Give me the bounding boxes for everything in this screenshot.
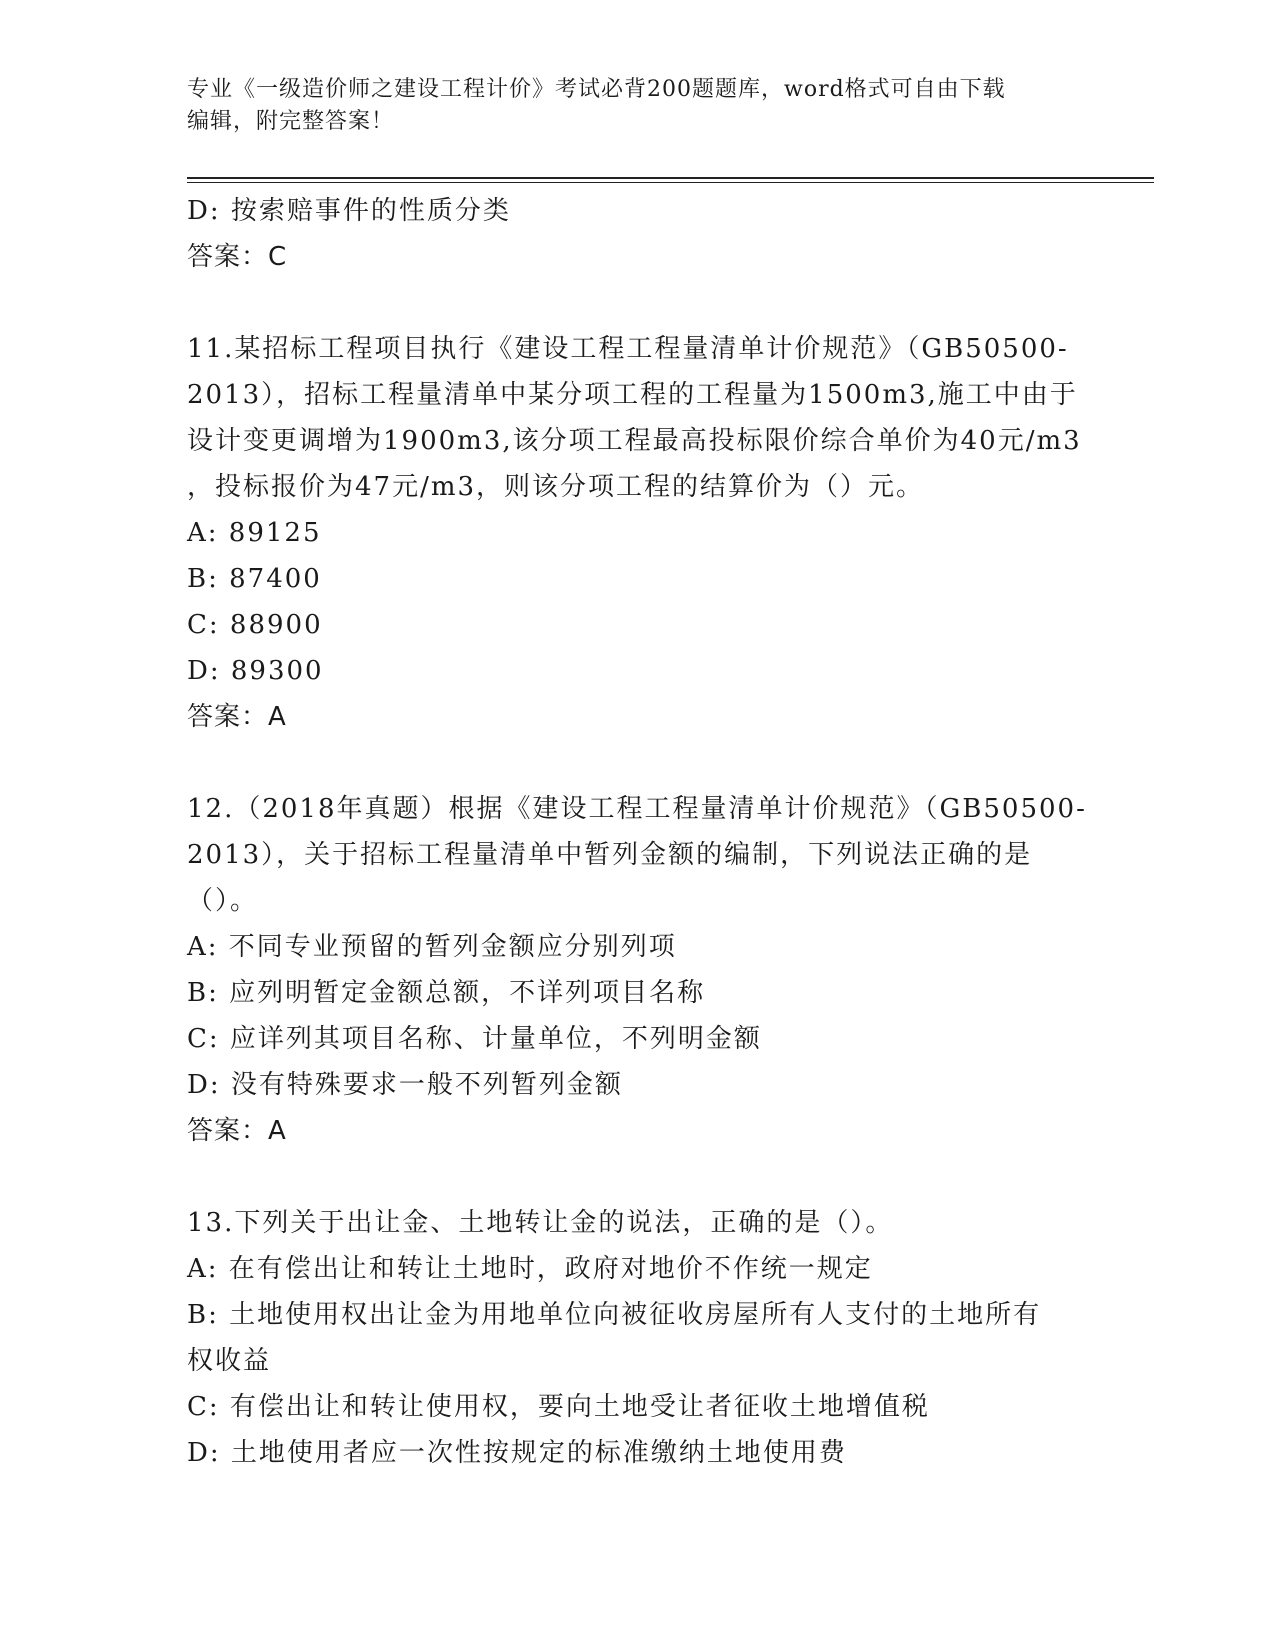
spacer [187, 280, 1087, 326]
question-13 [187, 1200, 1087, 1476]
question-11-stem-line-1: 11.某招标工程项目执行《建设工程工程量清单计价规范》（GB50500- [187, 334, 1069, 364]
question-12-stem-line-3: （）。 [187, 886, 259, 916]
question-12 [187, 786, 1087, 1154]
spacer [187, 740, 1087, 786]
question-13-option-a: A: 在有偿出让和转让土地时，政府对地价不作统一规定 [187, 1254, 873, 1284]
question-11-stem-line-2: 2013），招标工程量清单中某分项工程的工程量为1500m3,施工中由于 [187, 380, 1078, 410]
question-11-option-d: D: 89300 [187, 656, 324, 686]
question-13-option-d: D: 土地使用者应一次性按规定的标准缴纳土地使用费 [187, 1438, 847, 1468]
question-11-option-b: B: 87400 [187, 564, 322, 594]
spacer [187, 1154, 1087, 1200]
question-11-answer: 答案：A [187, 702, 287, 732]
question-12-stem-line-1: 12.（2018年真题）根据《建设工程工程量清单计价规范》（GB50500- [187, 794, 1087, 824]
header-divider-thick [187, 177, 1154, 179]
header-line-2: 编辑，附完整答案！ [187, 109, 395, 134]
document-header [187, 74, 1087, 138]
question-12-option-c: C: 应详列其项目名称、计量单位，不列明金额 [187, 1024, 762, 1054]
question-11-option-a: A: 89125 [187, 518, 322, 548]
question-11-option-c: C: 88900 [187, 610, 323, 640]
question-12-answer: 答案：A [187, 1116, 287, 1146]
question-11-stem-line-4: ，投标报价为47元/m3，则该分项工程的结算价为（）元。 [187, 472, 925, 502]
question-12-option-a: A: 不同专业预留的暂列金额应分别列项 [187, 932, 677, 962]
header-divider-thin [187, 182, 1154, 183]
question-12-stem-line-2: 2013），关于招标工程量清单中暂列金额的编制，下列说法正确的是 [187, 840, 1033, 870]
question-11-stem-line-3: 设计变更调增为1900m3,该分项工程最高投标限价综合单价为40元/m3 [187, 426, 1082, 456]
prev-option-d: D: 按索赔事件的性质分类 [187, 196, 511, 226]
question-13-option-b-line-2: 权收益 [187, 1346, 272, 1376]
question-11 [187, 326, 1087, 740]
question-12-option-d: D: 没有特殊要求一般不列暂列金额 [187, 1070, 623, 1100]
question-12-option-b: B: 应列明暂定金额总额，不详列项目名称 [187, 978, 706, 1008]
header-line-1: 专业《一级造价师之建设工程计价》考试必背200题题库，word格式可自由下载 [187, 77, 1006, 102]
question-13-stem-line-1: 13.下列关于出让金、土地转让金的说法，正确的是（）。 [187, 1208, 894, 1238]
prev-answer: 答案：C [187, 242, 288, 272]
question-13-option-c: C: 有偿出让和转让使用权，要向土地受让者征收土地增值税 [187, 1392, 930, 1422]
question-13-option-b-line-1: B: 土地使用权出让金为用地单位向被征收房屋所有人支付的土地所有 [187, 1300, 1042, 1330]
exam-content [187, 188, 1087, 1476]
